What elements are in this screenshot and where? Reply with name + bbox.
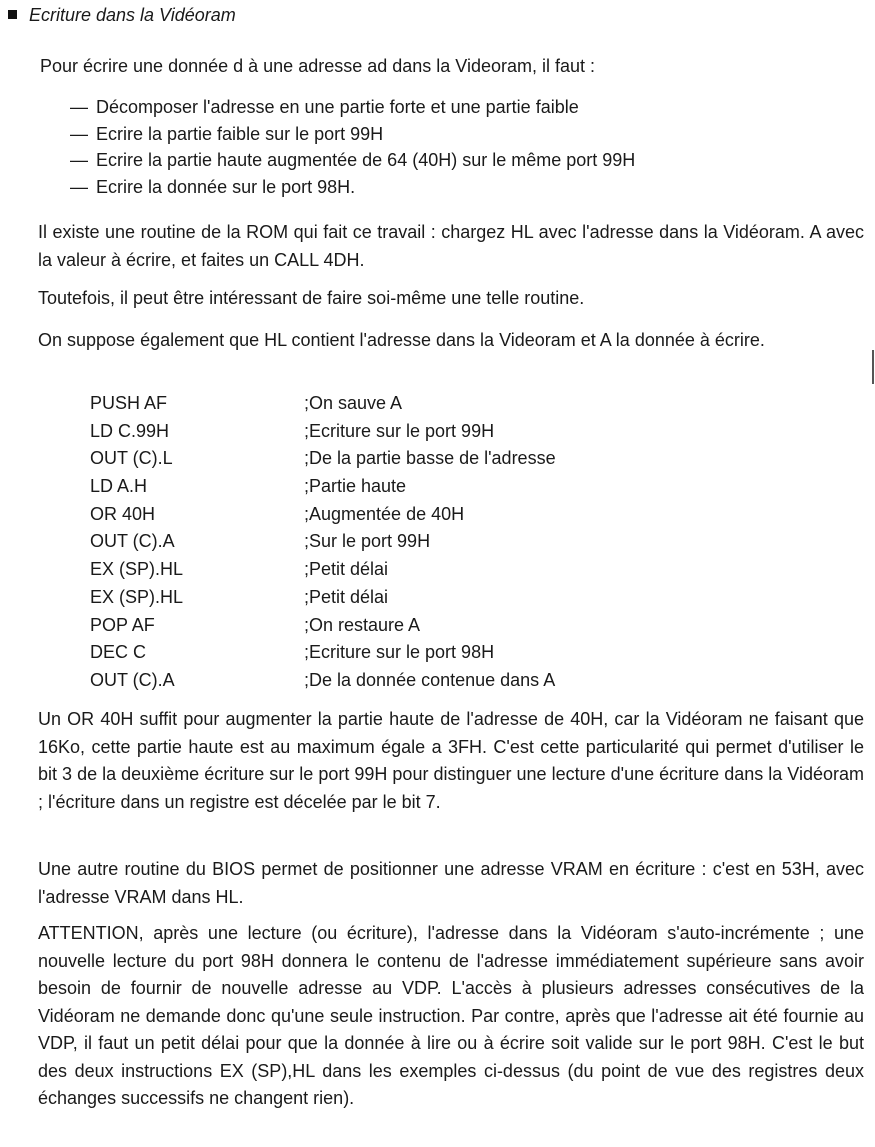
code-instruction: EX (SP).HL bbox=[90, 559, 184, 580]
dash-marker: — bbox=[70, 123, 88, 144]
code-instruction: LD A.H bbox=[90, 476, 148, 497]
section-heading-text: Ecriture dans la Vidéoram bbox=[29, 5, 236, 25]
code-comment: ;Sur le port 99H bbox=[304, 531, 431, 552]
section-heading bbox=[8, 5, 236, 26]
list-item bbox=[70, 174, 635, 201]
code-comment: ;On restaure A bbox=[304, 614, 421, 635]
code-comment: ;On sauve A bbox=[304, 393, 403, 413]
code-comment: ;Petit délai bbox=[304, 559, 389, 580]
code-line bbox=[90, 473, 556, 501]
code-comment: ;Partie haute bbox=[304, 476, 407, 497]
code-instruction: POP AF bbox=[90, 614, 155, 635]
dash-marker: — bbox=[70, 150, 88, 170]
code-comment: ;Augmentée de 40H bbox=[304, 503, 465, 524]
code-instruction: OUT (C).A bbox=[90, 669, 175, 690]
code-line bbox=[90, 667, 556, 695]
code-line bbox=[90, 528, 556, 556]
or40-explanation-paragraph: Un OR 40H suffit pour augmenter la partie haute de l'adresse de 40H, car la Vidéoram ne faisant que 16Ko, cette partie haute est au maximum égale a 3FH. C'est cette particularité qui permet d'utiliser le bit 3 de la deuxième écriture sur le port 99H pour distinguer une lecture d'une écriture dans la Vidéoram ; l'écriture dans un registre est décelée par le bit 7. bbox=[38, 709, 864, 812]
list-item-text: Ecrire la partie faible sur le port 99H bbox=[96, 123, 384, 144]
square-bullet-icon bbox=[8, 10, 17, 19]
toutefois-paragraph: Toutefois, il peut être intéressant de faire soi-même une telle routine. bbox=[38, 288, 585, 308]
code-line bbox=[90, 639, 556, 667]
list-item-text: Décomposer l'adresse en une partie forte et une partie faible bbox=[96, 97, 579, 117]
code-comment: ;Ecriture sur le port 98H bbox=[304, 642, 495, 663]
code-line bbox=[90, 445, 556, 473]
code-line bbox=[90, 584, 556, 612]
code-line bbox=[90, 612, 556, 640]
list-item bbox=[70, 147, 635, 174]
rom-routine-paragraph: Il existe une routine de la ROM qui fait ce travail : chargez HL avec l'adresse dans la Vidéoram. A avec la valeur à écrire, et faites un CALL 4DH. bbox=[38, 222, 864, 270]
list-item bbox=[70, 121, 635, 148]
code-comment: ;Petit délai bbox=[304, 586, 389, 607]
hypothesis-paragraph: On suppose également que HL contient l'adresse dans la Videoram et A la donnée à écrire. bbox=[38, 330, 765, 350]
code-comment: ;De la donnée contenue dans A bbox=[304, 669, 556, 690]
code-listing bbox=[90, 390, 556, 695]
list-item bbox=[70, 94, 635, 121]
list-item-text: Ecrire la donnée sur le port 98H. bbox=[96, 176, 356, 197]
code-comment: ;Ecriture sur le port 99H bbox=[304, 420, 495, 441]
dash-marker: — bbox=[70, 97, 88, 117]
code-instruction: OUT (C).L bbox=[90, 448, 173, 469]
code-comment: ;De la partie basse de l'adresse bbox=[304, 448, 556, 469]
margin-bar bbox=[872, 350, 874, 384]
code-instruction: PUSH AF bbox=[90, 393, 168, 413]
intro-paragraph: Pour écrire une donnée d à une adresse ad dans la Videoram, il faut : bbox=[40, 56, 596, 76]
code-instruction: OUT (C).A bbox=[90, 531, 175, 552]
code-instruction: EX (SP).HL bbox=[90, 586, 184, 607]
code-instruction: LD C.99H bbox=[90, 420, 170, 441]
attention-paragraph: ATTENTION, après une lecture (ou écriture), l'adresse dans la Vidéoram s'auto-incrémente ; une nouvelle lecture du port 98H donnera le contenu de l'adresse immédiatement supérieure sans avoir besoin de fournir de nouvelle adresse au VDP. L'accès à plusieurs adresses consécutives de la Vidéoram ne demande donc qu'une seule instruction. Par contre, après que l'adresse ait été fournie au VDP, il faut un petit délai pour que la donnée à lire ou à écrire soit valide sur le port 98H. C'est le but des deux instructions EX (SP),HL dans les exemples ci-dessus (du point de vue des registres deux échanges successifs ne changent rien). bbox=[38, 923, 864, 1108]
steps-list bbox=[70, 94, 635, 200]
code-line bbox=[90, 501, 556, 529]
dash-marker: — bbox=[70, 176, 88, 197]
code-instruction: OR 40H bbox=[90, 503, 156, 524]
code-line bbox=[90, 390, 556, 418]
code-line bbox=[90, 556, 556, 584]
code-line bbox=[90, 418, 556, 446]
code-instruction: DEC C bbox=[90, 642, 147, 663]
bios-routine-paragraph: Une autre routine du BIOS permet de positionner une adresse VRAM en écriture : c'est en 53H, avec l'adresse VRAM dans HL. bbox=[38, 859, 864, 907]
list-item-text: Ecrire la partie haute augmentée de 64 (40H) sur le même port 99H bbox=[96, 150, 636, 170]
